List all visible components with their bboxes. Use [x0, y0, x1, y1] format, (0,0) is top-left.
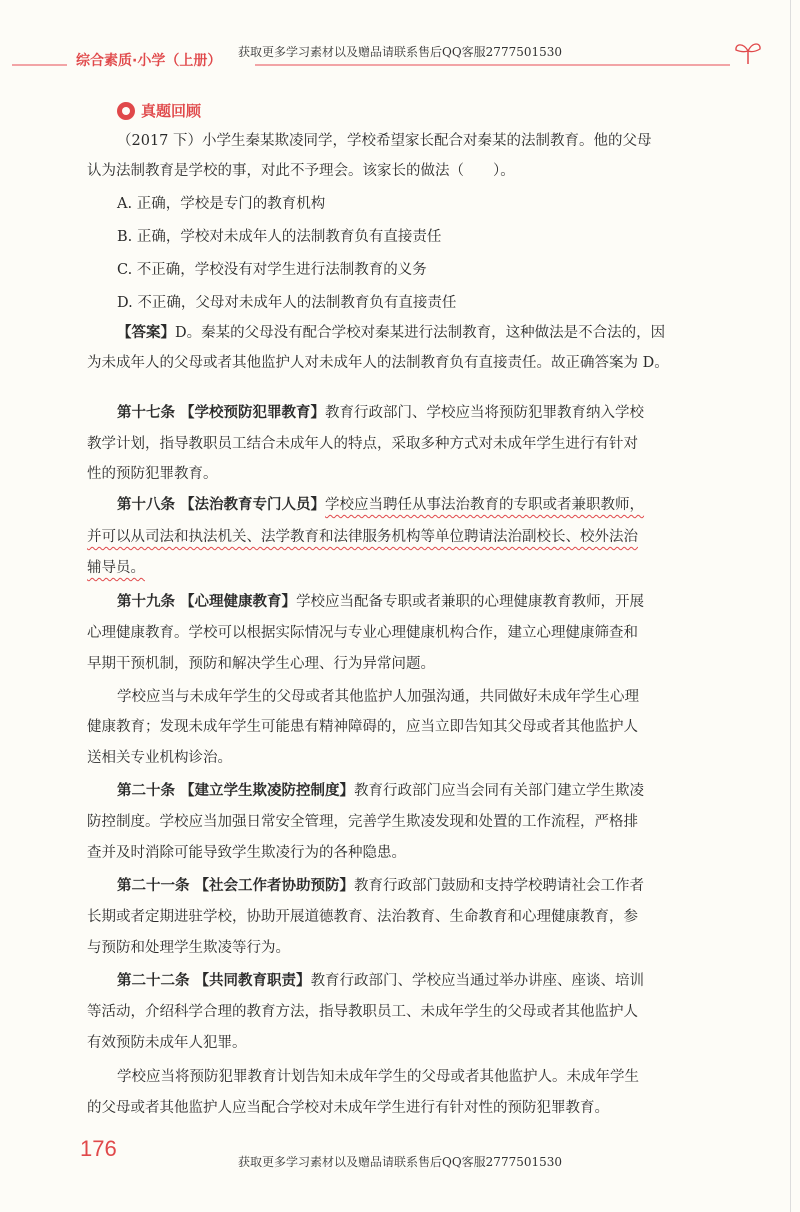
article-18-text-1: 学校应当聘任从事法治教育的专职或者兼职教师， — [325, 497, 645, 513]
article-22-para2-line-2: 的父母或者其他监护人应当配合学校对未成年学生进行有针对性的预防犯罪教育。 — [87, 1100, 609, 1116]
option-d: D. 不正确，父母对未成年人的法制教育负有直接责任 — [117, 295, 457, 311]
article-22-line-3: 有效预防未成年人犯罪。 — [87, 1035, 247, 1051]
article-22-line-2: 等活动，介绍科学合理的教育方法，指导教职员工、未成年学生的父母或者其他监护人 — [87, 1004, 638, 1020]
section-title: 真题回顾 — [141, 102, 202, 120]
article-20-label: 第二十条 【建立学生欺凌防控制度】 — [117, 783, 355, 799]
option-a: A. 正确，学校是专门的教育机构 — [117, 196, 326, 212]
page-edge — [790, 0, 791, 1212]
article-20-line-3: 查并及时消除可能导致学生欺凌行为的各种隐患。 — [87, 845, 406, 861]
article-20-line-1 — [117, 780, 644, 802]
answer-text-1: D。秦某的父母没有配合学校对秦某进行法制教育，这种做法是不合法的，因 — [175, 325, 666, 341]
question-line-2: 认为法制教育是学校的事，对此不予理会。该家长的做法（ ）。 — [87, 163, 515, 179]
article-22-text-1: 教育行政部门、学校应当通过举办讲座、座谈、培训 — [310, 973, 645, 989]
article-17-line-2: 教学计划，指导教职员工结合未成年人的特点，采取多种方式对未成年学生进行有针对 — [87, 436, 638, 452]
article-21-text-1: 教育行政部门鼓励和支持学校聘请社会工作者 — [354, 878, 645, 894]
article-19-label: 第十九条 【心理健康教育】 — [117, 594, 297, 610]
article-22-label: 第二十二条 【共同教育职责】 — [117, 973, 311, 989]
article-21-line-1 — [117, 875, 644, 897]
option-c: C. 不正确，学校没有对学生进行法制教育的义务 — [117, 262, 427, 278]
article-18-line-3: 辅导员。 — [87, 560, 145, 576]
page-number: 176 — [80, 1136, 117, 1161]
answer-label: 【答案】 — [117, 325, 175, 341]
sprout-icon — [733, 38, 763, 66]
article-22-line-1 — [117, 970, 644, 992]
article-22-para2-line-1: 学校应当将预防犯罪教育计划告知未成年学生的父母或者其他监护人。未成年学生 — [117, 1069, 639, 1085]
article-21-label: 第二十一条 【社会工作者协助预防】 — [117, 878, 355, 894]
article-18-line-2: 并可以从司法和执法机关、法学教育和法律服务机构等单位聘请法治副校长、校外法治 — [87, 529, 638, 545]
article-18-line-1 — [117, 494, 644, 516]
article-21-line-2: 长期或者定期进驻学校，协助开展道德教育、法治教育、生命教育和心理健康教育，参 — [87, 909, 638, 925]
article-17-line-3: 性的预防犯罪教育。 — [87, 466, 218, 482]
answer-line-2: 为未成年人的父母或者其他监护人对未成年人的法制教育负有直接责任。故正确答案为 D。 — [87, 355, 669, 371]
question-line-1: （2017 下）小学生秦某欺凌同学，学校希望家长配合对秦某的法制教育。他的父母 — [117, 133, 652, 149]
article-17-text-1: 教育行政部门、学校应当将预防犯罪教育纳入学校 — [325, 405, 645, 421]
article-20-line-2: 防控制度。学校应当加强日常安全管理，完善学生欺凌发现和处置的工作流程，严格排 — [87, 814, 638, 830]
option-b: B. 正确，学校对未成年人的法制教育负有直接责任 — [117, 229, 442, 245]
article-18-label: 第十八条 【法治教育专门人员】 — [117, 497, 326, 513]
article-19-para2-line-2: 健康教育；发现未成年学生可能患有精神障碍的，应当立即告知其父母或者其他监护人 — [87, 719, 638, 735]
section-heading — [117, 100, 201, 121]
header-divider-left — [12, 64, 67, 66]
article-19-text-1: 学校应当配备专职或者兼职的心理健康教育教师，开展 — [296, 594, 645, 610]
article-17-label: 第十七条 【学校预防犯罪教育】 — [117, 405, 326, 421]
article-19-line-2: 心理健康教育。学校可以根据实际情况与专业心理健康机构合作，建立心理健康筛查和 — [87, 625, 638, 641]
answer-line-1 — [117, 322, 665, 344]
article-19-line-3: 早期干预机制，预防和解决学生心理、行为异常问题。 — [87, 656, 435, 672]
book-title: 综合素质·小学（上册） — [76, 53, 222, 69]
article-19-line-1 — [117, 591, 644, 613]
article-17-line-1 — [117, 402, 644, 424]
article-21-line-3: 与预防和处理学生欺凌等行为。 — [87, 940, 290, 956]
watermark-bottom: 获取更多学习素材以及赠品请联系售后QQ客服2777501530 — [238, 1155, 563, 1169]
header-divider — [255, 64, 730, 66]
article-20-text-1: 教育行政部门应当会同有关部门建立学生欺凌 — [354, 783, 645, 799]
article-19-para2-line-3: 送相关专业机构诊治。 — [87, 750, 232, 766]
article-19-para2-line-1: 学校应当与未成年学生的父母或者其他监护人加强沟通，共同做好未成年学生心理 — [117, 689, 639, 705]
gear-icon — [117, 102, 135, 120]
watermark-top: 获取更多学习素材以及赠品请联系售后QQ客服2777501530 — [238, 45, 563, 59]
